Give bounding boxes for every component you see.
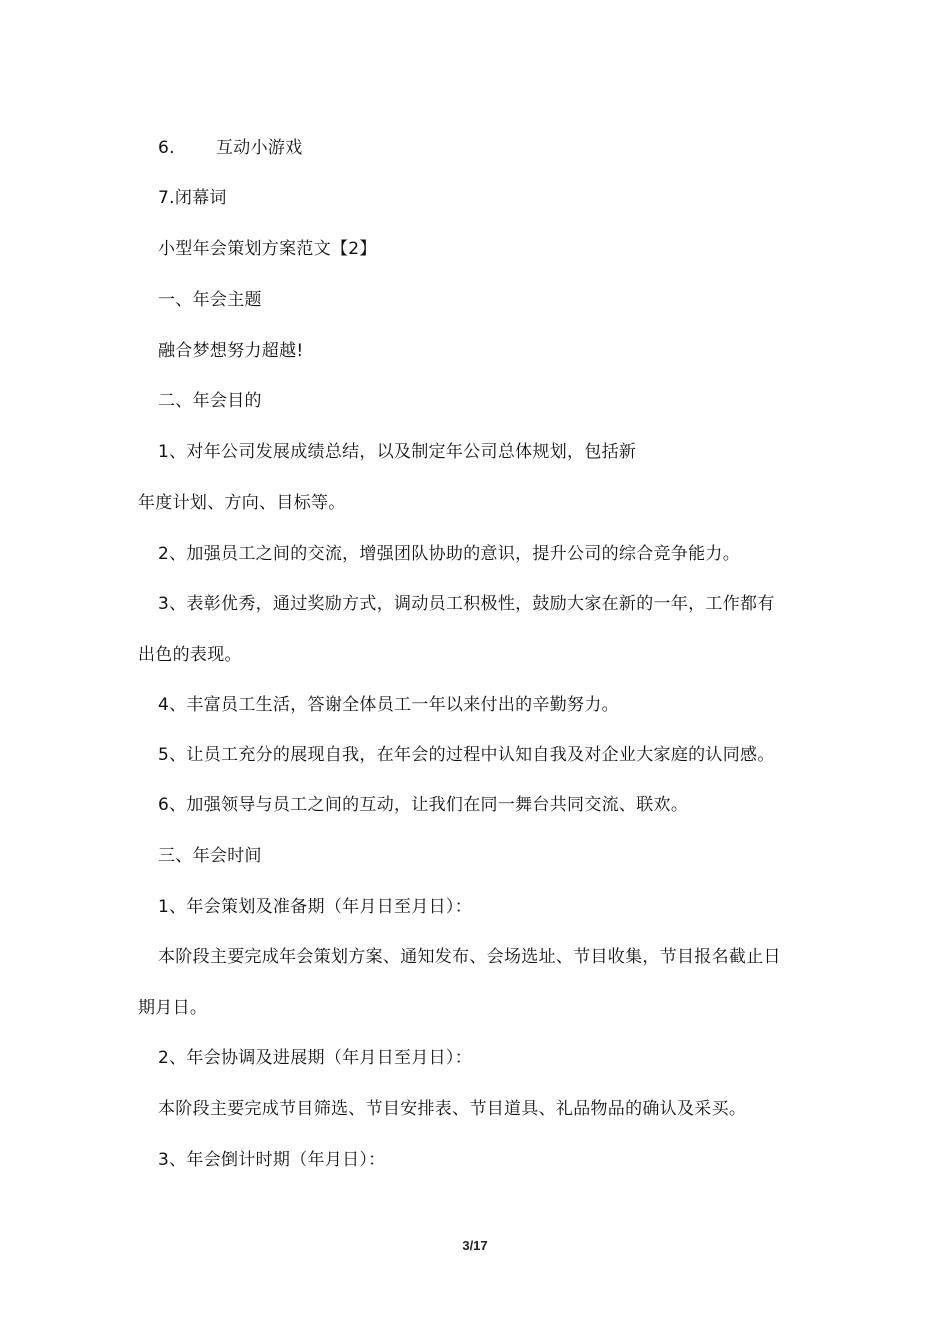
paragraph: 本阶段主要完成年会策划方案、通知发布、会场选址、节目收集，节目报名截止日 xyxy=(158,947,781,967)
paragraph: 3、年会倒计时期（年月日）： xyxy=(158,1150,386,1170)
paragraph-continuation: 期月日。 xyxy=(138,998,208,1018)
paragraph: 6、加强领导与员工之间的互动，让我们在同一舞台共同交流、联欢。 xyxy=(158,795,689,815)
heading-theme: 一、年会主题 xyxy=(158,290,262,310)
section-title: 小型年会策划方案范文【2】 xyxy=(158,239,377,259)
paragraph-continuation: 年度计划、方向、目标等。 xyxy=(138,493,346,513)
paragraph: 融合梦想努力超越! xyxy=(158,341,304,361)
paragraph: 2、年会协调及进展期（年月日至月日）： xyxy=(158,1048,473,1068)
paragraph: 2、加强员工之间的交流，增强团队协助的意识，提升公司的综合竞争能力。 xyxy=(158,544,741,564)
paragraph: 3、表彰优秀，通过奖励方式，调动员工积极性，鼓励大家在新的一年，工作都有 xyxy=(158,594,775,614)
paragraph: 5、让员工充分的展现自我，在年会的过程中认知自我及对企业大家庭的认同感。 xyxy=(158,745,775,765)
paragraph-continuation: 出色的表现。 xyxy=(138,645,242,665)
list-item-6 xyxy=(158,137,303,159)
paragraph: 1、年会策划及准备期（年月日至月日）： xyxy=(158,897,473,917)
paragraph: 4、丰富员工生活，答谢全体员工一年以来付出的辛勤努力。 xyxy=(158,695,619,715)
list-number: 6. xyxy=(158,138,175,158)
list-item-text: 互动小游戏 xyxy=(216,138,303,158)
list-item-7: 7.闭幕词 xyxy=(158,188,227,208)
heading-purpose: 二、年会目的 xyxy=(158,391,262,411)
page-number: 3/17 xyxy=(462,1238,488,1253)
heading-time: 三、年会时间 xyxy=(158,846,262,866)
paragraph: 1、对年公司发展成绩总结，以及制定年公司总体规划，包括新 xyxy=(158,442,637,462)
paragraph: 本阶段主要完成节目筛选、节目安排表、节目道具、礼品物品的确认及采买。 xyxy=(158,1099,747,1119)
